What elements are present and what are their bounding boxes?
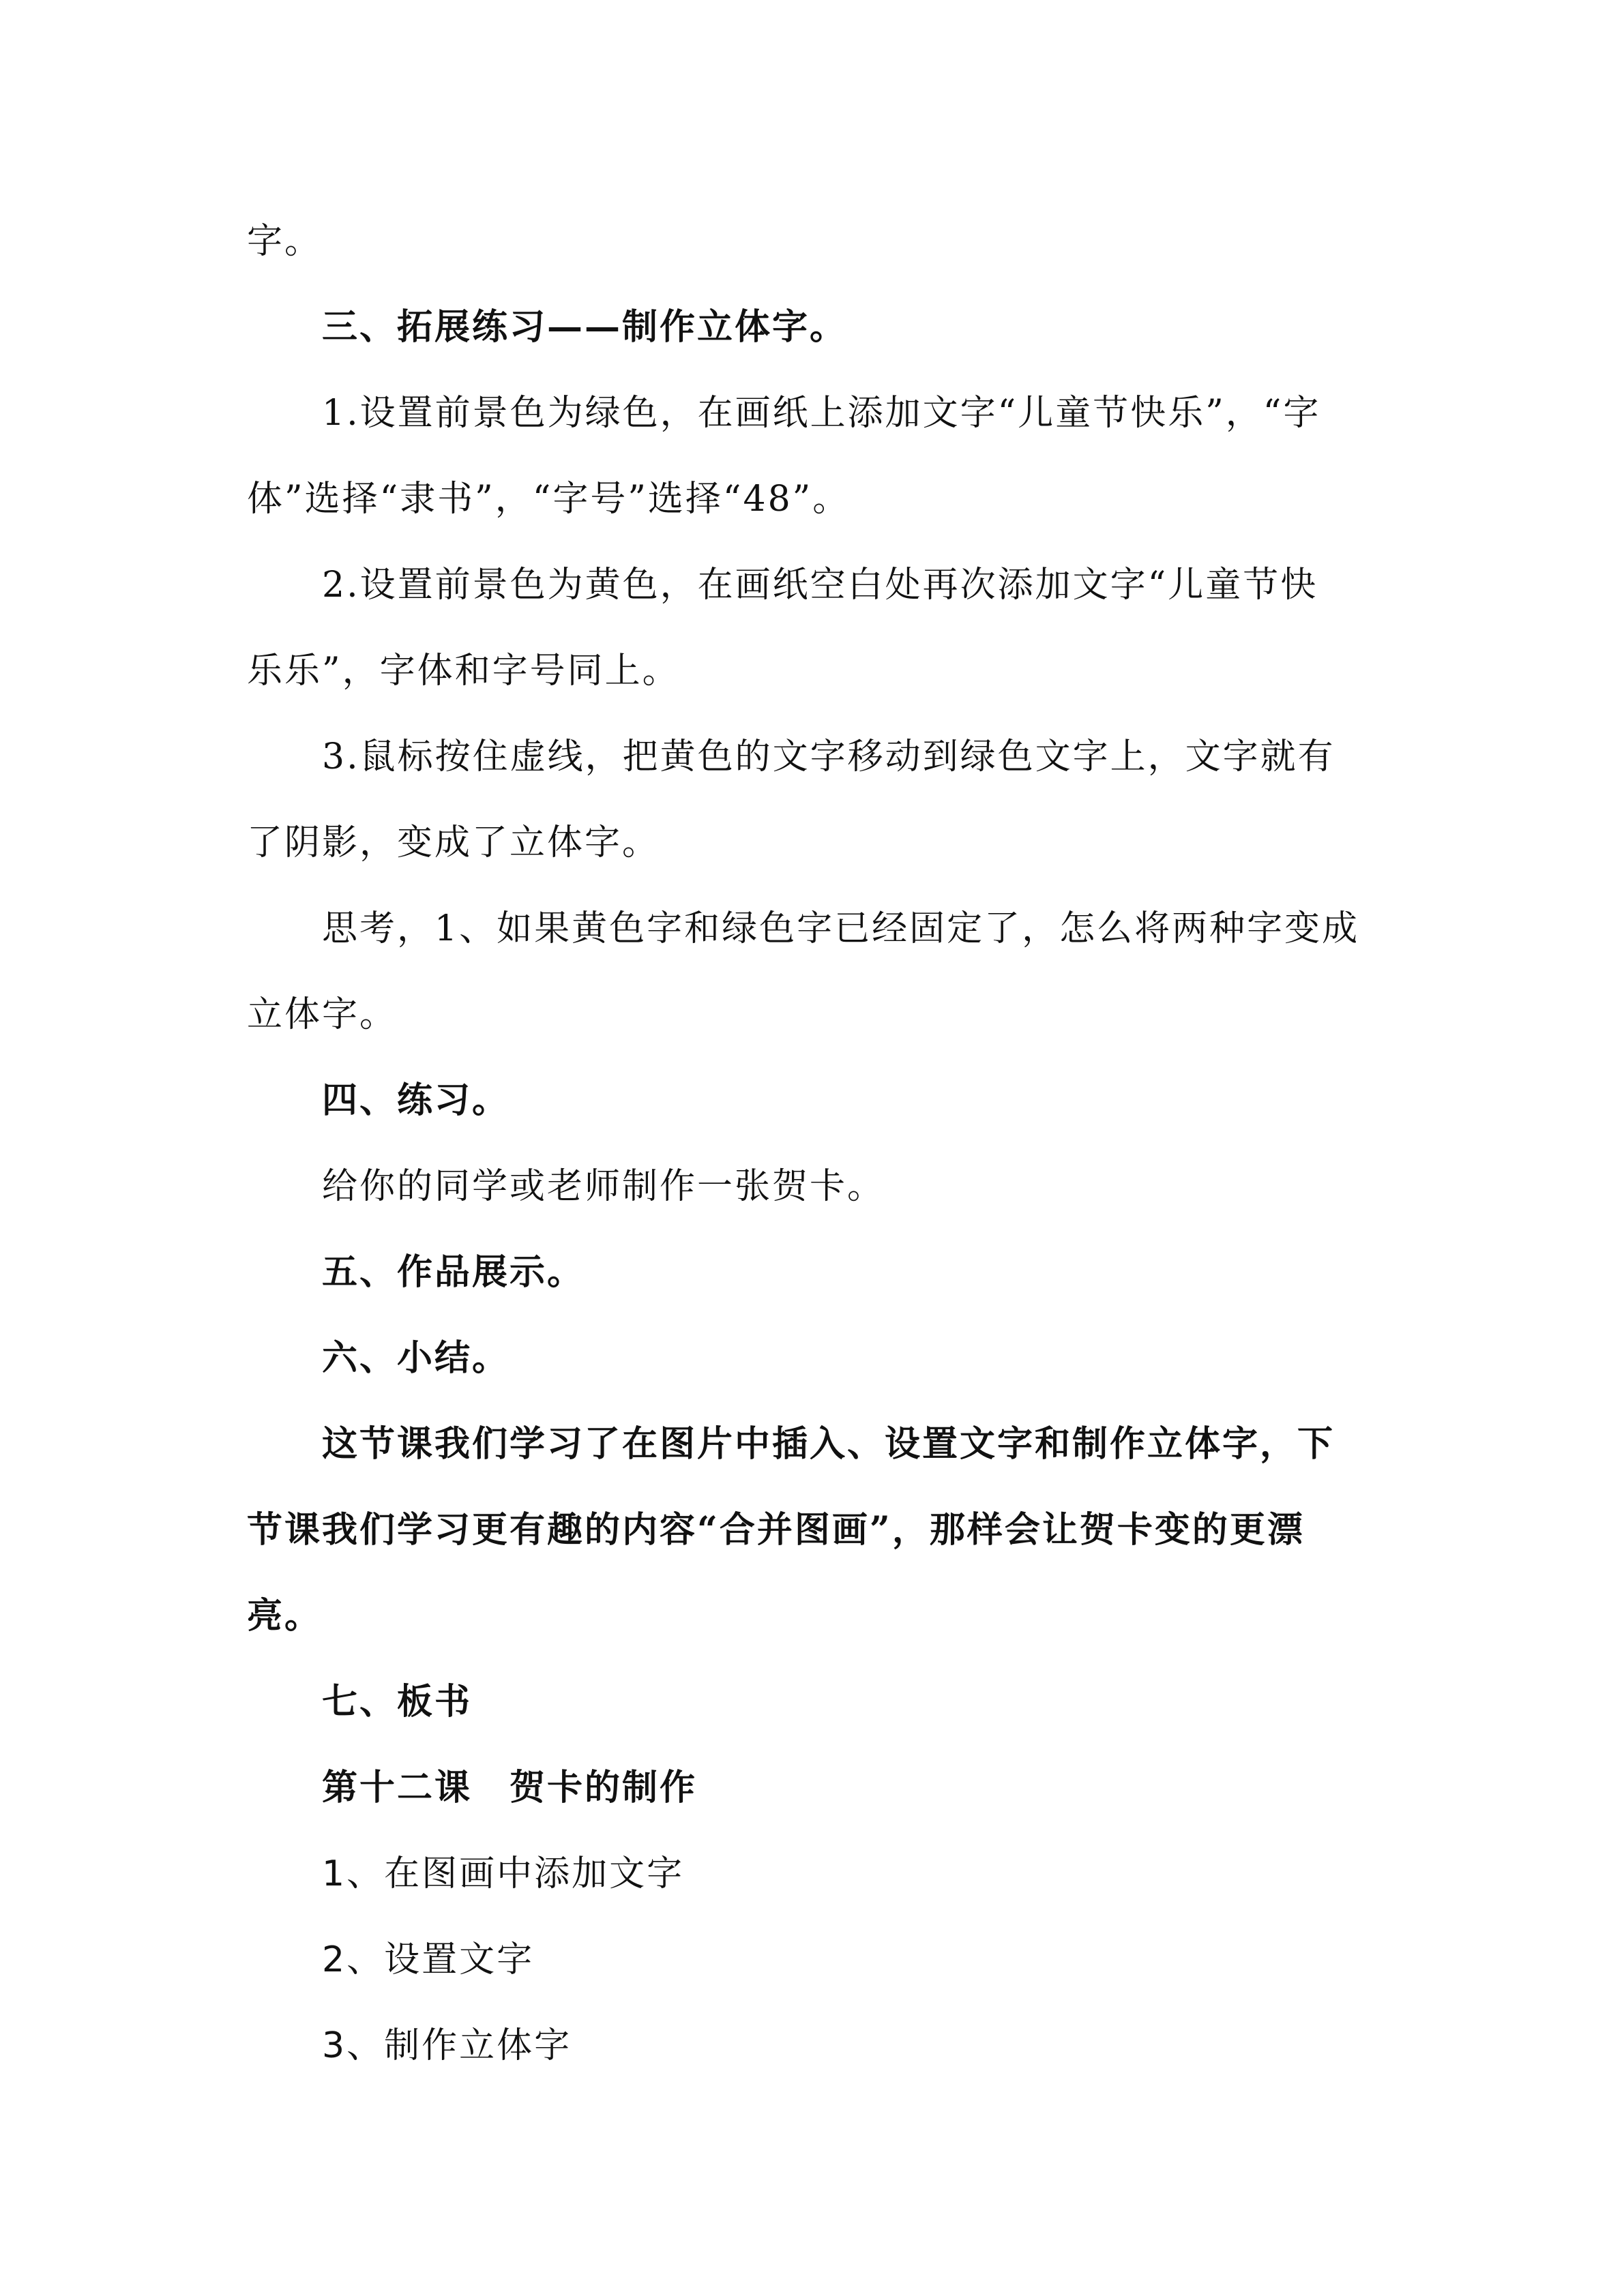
board-item-1: 1、在图画中添加文字 [322,1853,685,1894]
step-2-line-1: 2.设置前景色为黄色，在画纸空白处再次添加文字“儿童节快 [322,565,1318,606]
think-question-line-2: 立体字。 [247,994,398,1035]
summary-line-1: 这节课我们学习了在图片中插入、设置文字和制作立体字，下 [322,1423,1335,1465]
step-3-line-2: 了阴影，变成了立体字。 [247,822,660,863]
section-heading-summary: 六、小结。 [322,1337,510,1379]
board-item-2: 2、设置文字 [322,1939,535,1980]
section-heading-extension-practice: 三、拓展练习——制作立体字。 [322,306,848,348]
section-heading-board: 七、板书 [322,1681,473,1723]
paragraph-continuation: 字。 [247,221,323,262]
step-1-line-2: 体”选择“隶书”，“字号”选择“48”。 [247,479,851,520]
practice-text: 给你的同学或老师制作一张贺卡。 [322,1166,885,1207]
step-2-line-2: 乐乐”，字体和字号同上。 [247,651,680,691]
board-item-3: 3、制作立体字 [322,2025,572,2066]
step-3-line-1: 3.鼠标按住虚线，把黄色的文字移动到绿色文字上，文字就有 [322,736,1335,777]
think-question-line-1: 思考，1、如果黄色字和绿色字已经固定了，怎么将两种字变成 [322,908,1360,949]
board-lesson-title: 第十二课 贺卡的制作 [322,1767,698,1808]
step-1-line-1: 1.设置前景色为绿色，在画纸上添加文字“儿童节快乐”，“字 [322,393,1321,434]
summary-line-2: 节课我们学习更有趣的内容“合并图画”，那样会让贺卡变的更漂 [247,1509,1305,1551]
summary-line-3: 亮。 [247,1595,323,1637]
section-heading-showcase: 五、作品展示。 [322,1251,585,1293]
section-heading-practice: 四、练习。 [322,1079,510,1121]
